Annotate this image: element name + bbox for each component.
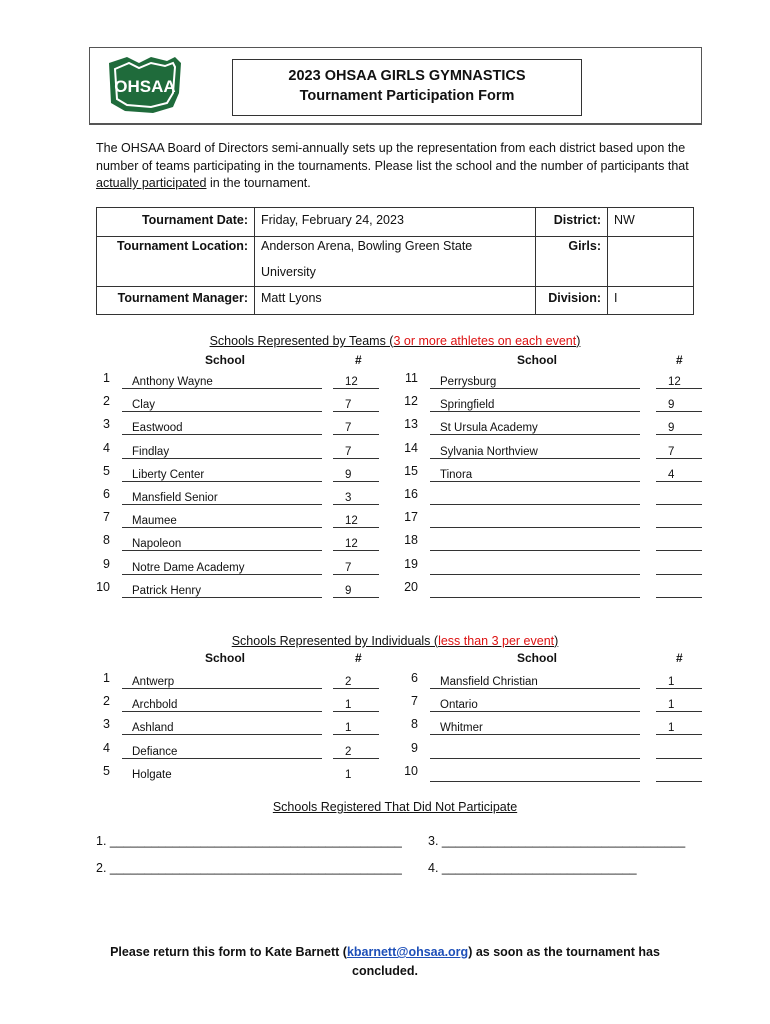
team-school-field[interactable] [430,537,640,551]
location-value-cont: University [261,265,316,279]
registered-line-1: 1. __________________________________________ [96,834,402,848]
teams-col-school-right: School [517,353,558,367]
team-school-field[interactable]: Notre Dame Academy [122,561,322,575]
team-row-number: 17 [404,510,418,525]
individual-row-number: 8 [411,717,418,732]
team-row-number: 10 [96,579,110,594]
individual-row-number: 2 [103,694,110,709]
individual-school-field[interactable]: Ashland [122,721,322,735]
registered-line-4: 4. ____________________________ [428,861,637,875]
team-count-field[interactable]: 7 [333,398,379,412]
team-row-number: 4 [103,440,110,455]
team-school-field[interactable]: Sylvania Northview [430,445,640,459]
divider [97,236,693,237]
team-count-field[interactable]: 7 [333,421,379,435]
individual-row-number: 7 [411,694,418,709]
team-count-field[interactable]: 9 [333,468,379,482]
location-label: Tournament Location: [116,239,248,253]
footer-note: Please return this form to Kate Barnett (kbarnett@ohsaa.org) as soon as the tournament has concluded. [110,945,660,978]
district-value: NW [614,213,635,227]
team-row-number: 6 [103,487,110,501]
team-row-number: 12 [404,394,418,409]
individual-school-field[interactable]: Archbold [122,698,322,712]
team-count-field[interactable] [656,514,702,528]
team-row-number: 2 [103,394,110,409]
individual-school-field[interactable] [430,745,640,759]
team-school-field[interactable]: Mansfield Senior [122,491,322,505]
team-school-field[interactable]: Clay [122,398,322,412]
teams-section-title: Schools Represented by Teams (3 or more athletes on each event) [209,334,581,348]
title-box [232,59,582,116]
team-row-number: 15 [404,463,418,478]
team-school-field[interactable]: St Ursula Academy [430,421,640,435]
divider [607,208,608,314]
team-row-number: 16 [404,487,418,501]
registered-line-3: 3. ___________________________________ [428,834,686,848]
intro-paragraph: The OHSAA Board of Directors semi-annually sets up the representation from each district based upon the number of teams participating in the tournaments. Please list the school and the number of participants that actually participated in the tournament. [96,141,689,190]
team-row-number: 3 [103,417,110,432]
team-row-number: 18 [404,533,418,548]
individual-count-field[interactable]: 2 [333,745,379,759]
location-value: Anderson Arena, Bowling Green State [261,239,473,253]
ohsaa-logo [105,53,185,115]
team-count-field[interactable] [656,584,702,598]
registered-section-title: Schools Registered That Did Not Participate [272,800,518,814]
team-count-field[interactable]: 4 [656,468,702,482]
team-row-number: 14 [404,440,418,455]
individual-count-field[interactable]: 1 [333,698,379,712]
team-school-field[interactable] [430,514,640,528]
ind-col-school-left: School [205,651,246,665]
team-count-field[interactable]: 12 [656,375,702,389]
team-count-field[interactable]: 7 [333,561,379,575]
team-school-field[interactable]: Tinora [430,468,640,482]
teams-col-school-left: School [205,353,246,367]
divider [97,286,693,287]
individual-count-field[interactable]: 1 [345,768,352,781]
team-row-number: 9 [103,556,110,571]
team-count-field[interactable]: 9 [656,398,702,412]
team-school-field[interactable]: Findlay [122,445,322,459]
team-school-field[interactable]: Springfield [430,398,640,412]
team-row-number: 19 [404,556,418,571]
email-link[interactable]: kbarnett@ohsaa.org [346,945,469,959]
form-title: 2023 OHSAA GIRLS GYMNASTICS [288,68,526,84]
individual-row-number: 1 [103,671,110,685]
individual-school-field[interactable]: Holgate [132,768,172,781]
tournament-info-table [96,207,694,315]
registered-line-2: 2. __________________________________________ [96,861,402,875]
team-school-field[interactable]: Anthony Wayne [122,375,322,389]
individual-count-field[interactable]: 1 [656,721,702,735]
individual-school-field[interactable]: Whitmer [430,721,640,735]
individual-school-field[interactable]: Mansfield Christian [430,675,640,689]
team-row-number: 11 [405,371,418,385]
individual-row-number: 6 [411,671,418,685]
team-school-field[interactable] [430,491,640,505]
team-count-field[interactable] [656,561,702,575]
individual-row-number: 10 [404,763,418,778]
date-label: Tournament Date: [141,213,248,227]
individual-row-number: 9 [411,740,418,755]
divider [254,208,255,314]
team-count-field[interactable]: 12 [333,537,379,551]
individual-school-field[interactable]: Antwerp [122,675,322,689]
individual-row-number: 4 [103,740,110,755]
intro-underlined: actually participated [96,176,207,190]
date-value: Friday, February 24, 2023 [261,213,404,227]
division-value: I [614,291,618,305]
individual-count-field[interactable] [656,745,702,759]
team-row-number: 20 [404,579,418,594]
team-count-field[interactable]: 7 [656,445,702,459]
ind-col-school-right: School [517,651,558,665]
ind-col-count-right: # [676,651,683,665]
team-school-field[interactable]: Napoleon [122,537,322,551]
division-label: Division: [548,291,601,305]
team-school-field[interactable]: Liberty Center [122,468,322,482]
svg-text:OHSAA: OHSAA [114,77,176,96]
team-count-field[interactable]: 9 [333,584,379,598]
team-school-field[interactable] [430,561,640,575]
team-count-field[interactable]: 12 [333,514,379,528]
form-subtitle: Tournament Participation Form [299,88,515,104]
team-count-field[interactable]: 7 [333,445,379,459]
teams-col-count-left: # [355,353,362,367]
team-count-field[interactable] [656,491,702,505]
team-count-field[interactable] [656,537,702,551]
manager-value: Matt Lyons [261,291,322,305]
individual-school-field[interactable] [430,768,640,782]
team-school-field[interactable] [430,584,640,598]
team-school-field[interactable]: Patrick Henry [122,584,322,598]
teams-col-count-right: # [676,353,683,367]
individual-count-field[interactable]: 1 [656,675,702,689]
team-school-field[interactable]: Eastwood [122,421,322,435]
individual-row-number: 3 [103,717,110,732]
individual-school-field[interactable]: Defiance [122,745,322,759]
team-count-field[interactable]: 9 [656,421,702,435]
team-row-number: 5 [103,463,110,478]
team-school-field[interactable]: Maumee [122,514,322,528]
team-count-field[interactable]: 12 [333,375,379,389]
district-label: District: [553,213,601,227]
ind-col-count-left: # [355,651,362,665]
individual-school-field[interactable]: Ontario [430,698,640,712]
individual-row-number: 5 [103,763,110,778]
team-row-number: 8 [103,533,110,548]
individual-count-field[interactable]: 1 [333,721,379,735]
team-row-number: 7 [103,510,110,525]
team-row-number: 13 [404,417,418,432]
manager-label: Tournament Manager: [117,291,248,305]
individual-count-field[interactable]: 1 [656,698,702,712]
team-school-field[interactable]: Perrysburg [430,375,640,389]
individuals-section-title: Schools Represented by Individuals (less than 3 per event) [231,634,559,648]
individual-count-field[interactable] [656,768,702,782]
girls-label: Girls: [568,239,601,253]
individual-count-field[interactable]: 2 [333,675,379,689]
team-row-number: 1 [103,371,110,385]
team-count-field[interactable]: 3 [333,491,379,505]
